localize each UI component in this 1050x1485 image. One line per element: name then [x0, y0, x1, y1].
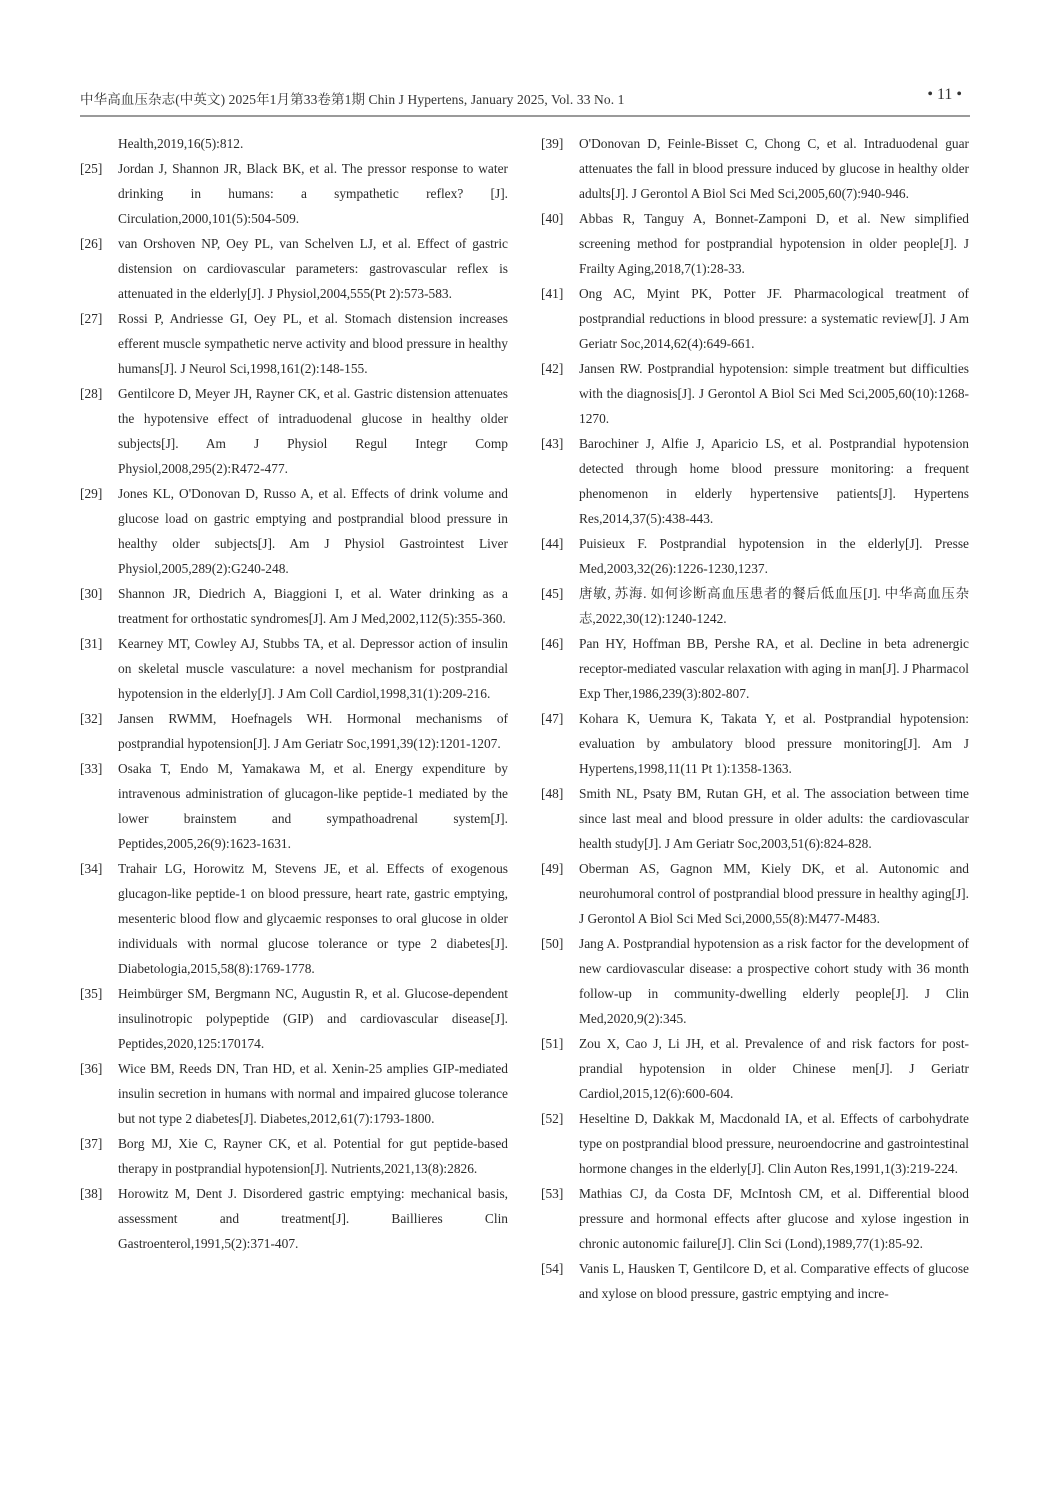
- reference-number: [34]: [80, 861, 103, 876]
- reference-item: [541, 131, 969, 206]
- reference-item: [80, 1131, 508, 1181]
- reference-number: [37]: [80, 1136, 103, 1151]
- reference-list-left: [80, 156, 508, 1256]
- reference-item: [541, 1256, 969, 1306]
- reference-text: Ong AC, Myint PK, Potter JF. Pharmacological treatment of postprandial reductions in blood pressure: a systematic review[J]. J Am Geriatr Soc,2014,62(4):649-661.: [579, 286, 969, 351]
- reference-item: [541, 1106, 969, 1181]
- reference-item: [80, 481, 508, 581]
- reference-number: [48]: [541, 786, 564, 801]
- reference-text: Pan HY, Hoffman BB, Pershe RA, et al. Decline in beta adrenergic receptor-mediated vascular relaxation with aging in man[J]. J Pharmacol Exp Ther,1986,239(3):802-807.: [579, 636, 969, 701]
- reference-item: [541, 531, 969, 581]
- reference-number: [38]: [80, 1186, 103, 1201]
- reference-text: Heseltine D, Dakkak M, Macdonald IA, et al. Effects of carbohydrate type on postprandial blood pressure, neuroendocrine and gastrointestinal hormone changes in the elderly[J]. Clin Auton Res,1991,1(3):219-224.: [579, 1111, 969, 1176]
- reference-number: [33]: [80, 761, 103, 776]
- running-header: [80, 88, 970, 110]
- reference-number: [27]: [80, 311, 103, 326]
- reference-item: [80, 306, 508, 381]
- reference-number: [43]: [541, 436, 564, 451]
- reference-number: [50]: [541, 936, 564, 951]
- reference-item: [80, 631, 508, 706]
- reference-item: [541, 706, 969, 781]
- reference-number: [32]: [80, 711, 103, 726]
- left-column: [80, 131, 508, 1256]
- reference-text: Abbas R, Tanguy A, Bonnet-Zamponi D, et al. New simplified screening method for postprandial hypotension in older people[J]. J Frailty Aging,2018,7(1):28-33.: [579, 211, 969, 276]
- reference-item: [80, 231, 508, 306]
- reference-item: [80, 1181, 508, 1256]
- reference-number: [36]: [80, 1061, 103, 1076]
- reference-item: [541, 631, 969, 706]
- reference-number: [54]: [541, 1261, 564, 1276]
- reference-item: [80, 981, 508, 1056]
- reference-number: [26]: [80, 236, 103, 251]
- reference-number: [29]: [80, 486, 103, 501]
- reference-text: Kearney MT, Cowley AJ, Stubbs TA, et al. Depressor action of insulin on skeletal muscle vasculature: a novel mechanism for postprandial hypotension in the elderly[J]. J Am Coll Cardiol,1998,31(1):209-216.: [118, 636, 508, 701]
- reference-item: [80, 756, 508, 856]
- reference-item: [541, 206, 969, 281]
- reference-item: [80, 1056, 508, 1131]
- reference-number: [44]: [541, 536, 564, 551]
- reference-item: [541, 1031, 969, 1106]
- reference-item: [80, 381, 508, 481]
- reference-number: [46]: [541, 636, 564, 651]
- reference-text: Jang A. Postprandial hypotension as a risk factor for the development of new cardiovascular disease: a prospective cohort study with 36 month follow-up in community-dwelling elderly people[J]. J Clin Med,2020,9(2):345.: [579, 936, 969, 1026]
- reference-text: Barochiner J, Alfie J, Aparicio LS, et al. Postprandial hypotension detected through home blood pressure monitoring: a frequent phenomenon in elderly hypertensive patients[J]. Hypertens Res,2014,37(5):438-443.: [579, 436, 969, 526]
- reference-text: Jordan J, Shannon JR, Black BK, et al. The pressor response to water drinking in humans: a sympathetic reflex? [J]. Circulation,2000,101(5):504-509.: [118, 161, 508, 226]
- reference-text: Smith NL, Psaty BM, Rutan GH, et al. The association between time since last meal and blood pressure in older adults: the cardiovascular health study[J]. J Am Geriatr Soc,2003,51(6):824-828.: [579, 786, 969, 851]
- reference-text: Heimbürger SM, Bergmann NC, Augustin R, et al. Glucose-dependent insulinotropic polypeptide (GIP) and cardiovascular disease[J]. Peptides,2020,125:170174.: [118, 986, 508, 1051]
- reference-item: [541, 581, 969, 631]
- reference-text: Osaka T, Endo M, Yamakawa M, et al. Energy expenditure by intravenous administration of glucagon-like peptide-1 mediated by the lower brainstem and sympathoadrenal system[J]. Peptides,2005,26(9):1623-1631.: [118, 761, 508, 851]
- reference-number: [45]: [541, 586, 564, 601]
- reference-number: [49]: [541, 861, 564, 876]
- reference-item: [80, 581, 508, 631]
- reference-number: [51]: [541, 1036, 564, 1051]
- reference-text: O'Donovan D, Feinle-Bisset C, Chong C, et al. Intraduodenal guar attenuates the fall in blood pressure induced by glucose in healthy older adults[J]. J Gerontol A Biol Sci Med Sci,2005,60(7):940-946.: [579, 136, 969, 201]
- reference-number: [30]: [80, 586, 103, 601]
- reference-text: Shannon JR, Diedrich A, Biaggioni I, et al. Water drinking as a treatment for orthostatic syndromes[J]. Am J Med,2002,112(5):355-360.: [118, 586, 508, 626]
- reference-text: Rossi P, Andriesse GI, Oey PL, et al. Stomach distension increases efferent muscle sympathetic nerve activity and blood pressure in healthy humans[J]. J Neurol Sci,1998,161(2):148-155.: [118, 311, 508, 376]
- reference-number: [25]: [80, 161, 103, 176]
- reference-number: [47]: [541, 711, 564, 726]
- reference-text: Zou X, Cao J, Li JH, et al. Prevalence of and risk factors for post-prandial hypotension in older Chinese men[J]. J Geriatr Cardiol,2015,12(6):600-604.: [579, 1036, 969, 1101]
- reference-text: Mathias CJ, da Costa DF, McIntosh CM, et al. Differential blood pressure and hormonal effects after glucose and xylose ingestion in chronic autonomic failure[J]. Clin Sci (Lond),1989,77(1):85-92.: [579, 1186, 969, 1251]
- reference-text: Horowitz M, Dent J. Disordered gastric emptying: mechanical basis, assessment and treatment[J]. Baillieres Clin Gastroenterol,1991,5(2):371-407.: [118, 1186, 508, 1251]
- reference-text: Puisieux F. Postprandial hypotension in the elderly[J]. Presse Med,2003,32(26):1226-1230,1237.: [579, 536, 969, 576]
- reference-number: [28]: [80, 386, 103, 401]
- reference-number: [39]: [541, 136, 564, 151]
- reference-text: Trahair LG, Horowitz M, Stevens JE, et al. Effects of exogenous glucagon-like peptide-1 on blood pressure, heart rate, gastric emptying, mesenteric blood flow and glycaemic responses to oral glucose in older individuals with normal glucose tolerance or type 2 diabetes[J]. Diabetologia,2015,58(8):1769-1778.: [118, 861, 508, 976]
- reference-text: Oberman AS, Gagnon MM, Kiely DK, et al. Autonomic and neurohumoral control of postprandial blood pressure in healthy aging[J]. J Gerontol A Biol Sci Med Sci,2000,55(8):M477-M483.: [579, 861, 969, 926]
- reference-item: [80, 156, 508, 231]
- reference-item: [541, 856, 969, 931]
- page-number: • 11 •: [927, 86, 962, 103]
- reference-item: [80, 856, 508, 981]
- reference-number: [52]: [541, 1111, 564, 1126]
- reference-list-right: [541, 131, 969, 1306]
- reference-number: [31]: [80, 636, 103, 651]
- reference-text: van Orshoven NP, Oey PL, van Schelven LJ, et al. Effect of gastric distension on cardiovascular parameters: gastrovascular reflex is attenuated in the elderly[J]. J Physiol,2004,555(Pt 2):573-583.: [118, 236, 508, 301]
- reference-text: Kohara K, Uemura K, Takata Y, et al. Postprandial hypotension: evaluation by ambulatory blood pressure monitoring[J]. Am J Hypertens,1998,11(11 Pt 1):1358-1363.: [579, 711, 969, 776]
- reference-item: [541, 431, 969, 531]
- reference-number: [35]: [80, 986, 103, 1001]
- reference-text: Gentilcore D, Meyer JH, Rayner CK, et al. Gastric distension attenuates the hypotensive effect of intraduodenal glucose in healthy older subjects[J]. Am J Physiol Regul Integr Comp Physiol,2008,295(2):R472-477.: [118, 386, 508, 476]
- reference-text: 唐敏, 苏海. 如何诊断高血压患者的餐后低血压[J]. 中华高血压杂志,2022,30(12):1240-1242.: [579, 586, 969, 626]
- reference-number: [42]: [541, 361, 564, 376]
- reference-continuation: Health,2019,16(5):812.: [118, 136, 244, 151]
- reference-text: Jones KL, O'Donovan D, Russo A, et al. Effects of drink volume and glucose load on gastric emptying and postprandial blood pressure in healthy older subjects[J]. Am J Physiol Gastrointest Liver Physiol,2005,289(2):G240-248.: [118, 486, 508, 576]
- reference-item: [541, 1181, 969, 1256]
- reference-number: [41]: [541, 286, 564, 301]
- reference-text: Jansen RW. Postprandial hypotension: simple treatment but difficulties with the diagnosis[J]. J Gerontol A Biol Sci Med Sci,2005,60(10):1268-1270.: [579, 361, 969, 426]
- reference-number: [40]: [541, 211, 564, 226]
- reference-item: [541, 356, 969, 431]
- reference-text: Jansen RWMM, Hoefnagels WH. Hormonal mechanisms of postprandial hypotension[J]. J Am Geriatr Soc,1991,39(12):1201-1207.: [118, 711, 508, 751]
- right-column: [541, 131, 969, 1306]
- reference-number: [53]: [541, 1186, 564, 1201]
- reference-text: Wice BM, Reeds DN, Tran HD, et al. Xenin-25 amplies GIP-mediated insulin secretion in humans with normal and impaired glucose tolerance but not type 2 diabetes[J]. Diabetes,2012,61(7):1793-1800.: [118, 1061, 508, 1126]
- reference-item: [541, 281, 969, 356]
- reference-item: [80, 706, 508, 756]
- header-rule: [80, 115, 970, 117]
- journal-line: 中华高血压杂志(中英文) 2025年1月第33卷第1期 Chin J Hypertens, January 2025, Vol. 33 No. 1: [80, 92, 625, 107]
- reference-item: [541, 931, 969, 1031]
- reference-text: Borg MJ, Xie C, Rayner CK, et al. Potential for gut peptide-based therapy in postprandial hypotension[J]. Nutrients,2021,13(8):2826.: [118, 1136, 508, 1176]
- reference-item: [541, 781, 969, 856]
- reference-text: Vanis L, Hausken T, Gentilcore D, et al. Comparative effects of glucose and xylose on blood pressure, gastric emptying and incre-: [579, 1261, 969, 1301]
